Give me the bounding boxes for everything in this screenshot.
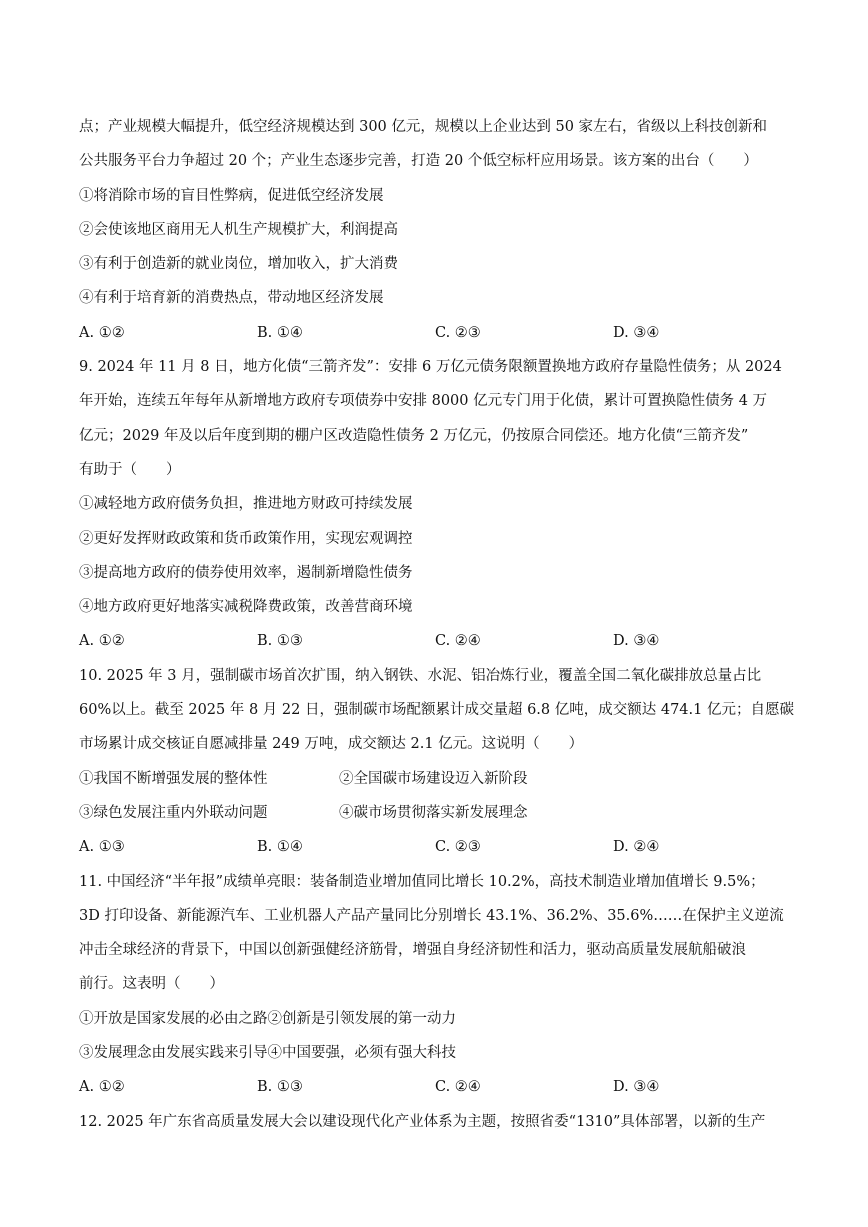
question-11-stem-line: 前行。这表明（ ） — [79, 976, 224, 993]
option-c: C. ②③ — [435, 324, 481, 341]
question-9-stem-line: 9. 2024 年 11 月 8 日，地方化债“三箭齐发”：安排 6 万亿元债务限额置换地方政府存量隐性债务；从 2024 — [79, 359, 782, 376]
option-a: A. ①② — [79, 633, 125, 650]
question-12-stem-line: 12. 2025 年广东省高质量发展大会以建设现代化产业体系为主题，按照省委“1310”具体部署，以新的生产 — [79, 1113, 766, 1130]
question-9-choice: ③提高地方政府的债券使用效率，遏制新增隐性债务 — [79, 564, 413, 581]
question-9-choice: ④地方政府更好地落实减税降费政策，改善营商环境 — [79, 599, 413, 616]
option-d: D. ③④ — [613, 633, 660, 650]
question-11-choice: ③发展理念由发展实践来引导④中国要强，必须有强大科技 — [79, 1045, 456, 1062]
question-8-choice: ④有利于培育新的消费热点，带动地区经济发展 — [79, 290, 384, 307]
question-8-stem-line: 公共服务平台力争超过 20 个；产业生态逐步完善，打造 20 个低空标杆应用场景。该方案的出台（ ） — [79, 153, 758, 170]
question-10-options — [79, 830, 794, 864]
page-content — [79, 110, 794, 1139]
option-c: C. ②④ — [435, 633, 481, 650]
question-10-stem-line: 10. 2025 年 3 月，强制碳市场首次扩围，纳入钢铁、水泥、铝冶炼行业，覆盖全国二氧化碳排放总量占比 — [79, 667, 762, 684]
option-d: D. ③④ — [613, 1079, 660, 1096]
option-b: B. ①③ — [257, 1079, 303, 1096]
question-10 — [79, 659, 794, 865]
question-11-stem-line: 3D 打印设备、新能源汽车、工业机器人产品产量同比分别增长 43.1%、36.2%、35.6%……在保护主义逆流 — [79, 907, 784, 924]
question-9-choice: ①减轻地方政府债务负担，推进地方财政可持续发展 — [79, 496, 413, 513]
question-10-choice: ④碳市场贯彻落实新发展理念 — [339, 804, 528, 821]
question-10-choice-row — [79, 762, 794, 796]
question-11-options — [79, 1070, 794, 1104]
question-10-choice-row — [79, 796, 794, 830]
question-8-choice: ③有利于创造新的就业岗位，增加收入，扩大消费 — [79, 256, 398, 273]
option-a: A. ①② — [79, 324, 125, 341]
question-10-choice: ③绿色发展注重内外联动问题 — [79, 804, 268, 821]
question-8-choice: ①将消除市场的盲目性弊病，促进低空经济发展 — [79, 187, 384, 204]
option-b: B. ①③ — [257, 633, 303, 650]
question-9-choice: ②更好发挥财政政策和货币政策作用，实现宏观调控 — [79, 530, 413, 547]
question-11-stem-line: 11. 中国经济“半年报”成绩单亮眼：装备制造业增加值同比增长 10.2%，高技术制造业增加值增长 9.5%； — [79, 873, 765, 890]
question-9-stem-line: 有助于（ ） — [79, 461, 181, 478]
question-8-stem-line: 点；产业规模大幅提升，低空经济规模达到 300 亿元，规模以上企业达到 50 家左右，省级以上科技创新和 — [79, 119, 768, 135]
question-8-choice: ②会使该地区商用无人机生产规模扩大，利润提高 — [79, 221, 398, 238]
question-9-options — [79, 624, 794, 658]
option-c: C. ②④ — [435, 1079, 481, 1096]
question-9 — [79, 350, 794, 659]
option-c: C. ②③ — [435, 839, 481, 856]
question-11-choice: ①开放是国家发展的必由之路②创新是引领发展的第一动力 — [79, 1010, 456, 1027]
question-10-choice: ①我国不断增强发展的整体性 — [79, 770, 268, 787]
question-11-stem-line: 冲击全球经济的背景下，中国以创新强健经济筋骨，增强自身经济韧性和活力，驱动高质量发展航船破浪 — [79, 942, 746, 959]
option-b: B. ①④ — [257, 324, 303, 341]
option-d: D. ③④ — [613, 324, 660, 341]
question-11 — [79, 865, 794, 1105]
question-8-options — [79, 316, 794, 350]
option-a: A. ①② — [79, 1079, 125, 1096]
option-a: A. ①③ — [79, 839, 125, 856]
question-9-stem-line: 年开始，连续五年每年从新增地方政府专项债券中安排 8000 亿元专门用于化债，累计可置换隐性债务 4 万 — [79, 393, 768, 410]
option-b: B. ①④ — [257, 839, 303, 856]
question-8 — [79, 110, 794, 350]
option-d: D. ②④ — [613, 839, 660, 856]
question-10-stem-line: 60%以上。截至 2025 年 8 月 22 日，强制碳市场配额累计成交量超 6.8 亿吨，成交额达 474.1 亿元；自愿碳 — [79, 702, 794, 719]
question-10-choice: ②全国碳市场建设迈入新阶段 — [339, 770, 528, 787]
question-9-stem-line: 亿元；2029 年及以后年度到期的棚户区改造隐性债务 2 万亿元，仍按原合同偿还。地方化债“三箭齐发” — [79, 427, 749, 444]
question-10-stem-line: 市场累计成交核证自愿减排量 249 万吨，成交额达 2.1 亿元。这说明（ ） — [79, 736, 584, 753]
question-12 — [79, 1105, 794, 1139]
